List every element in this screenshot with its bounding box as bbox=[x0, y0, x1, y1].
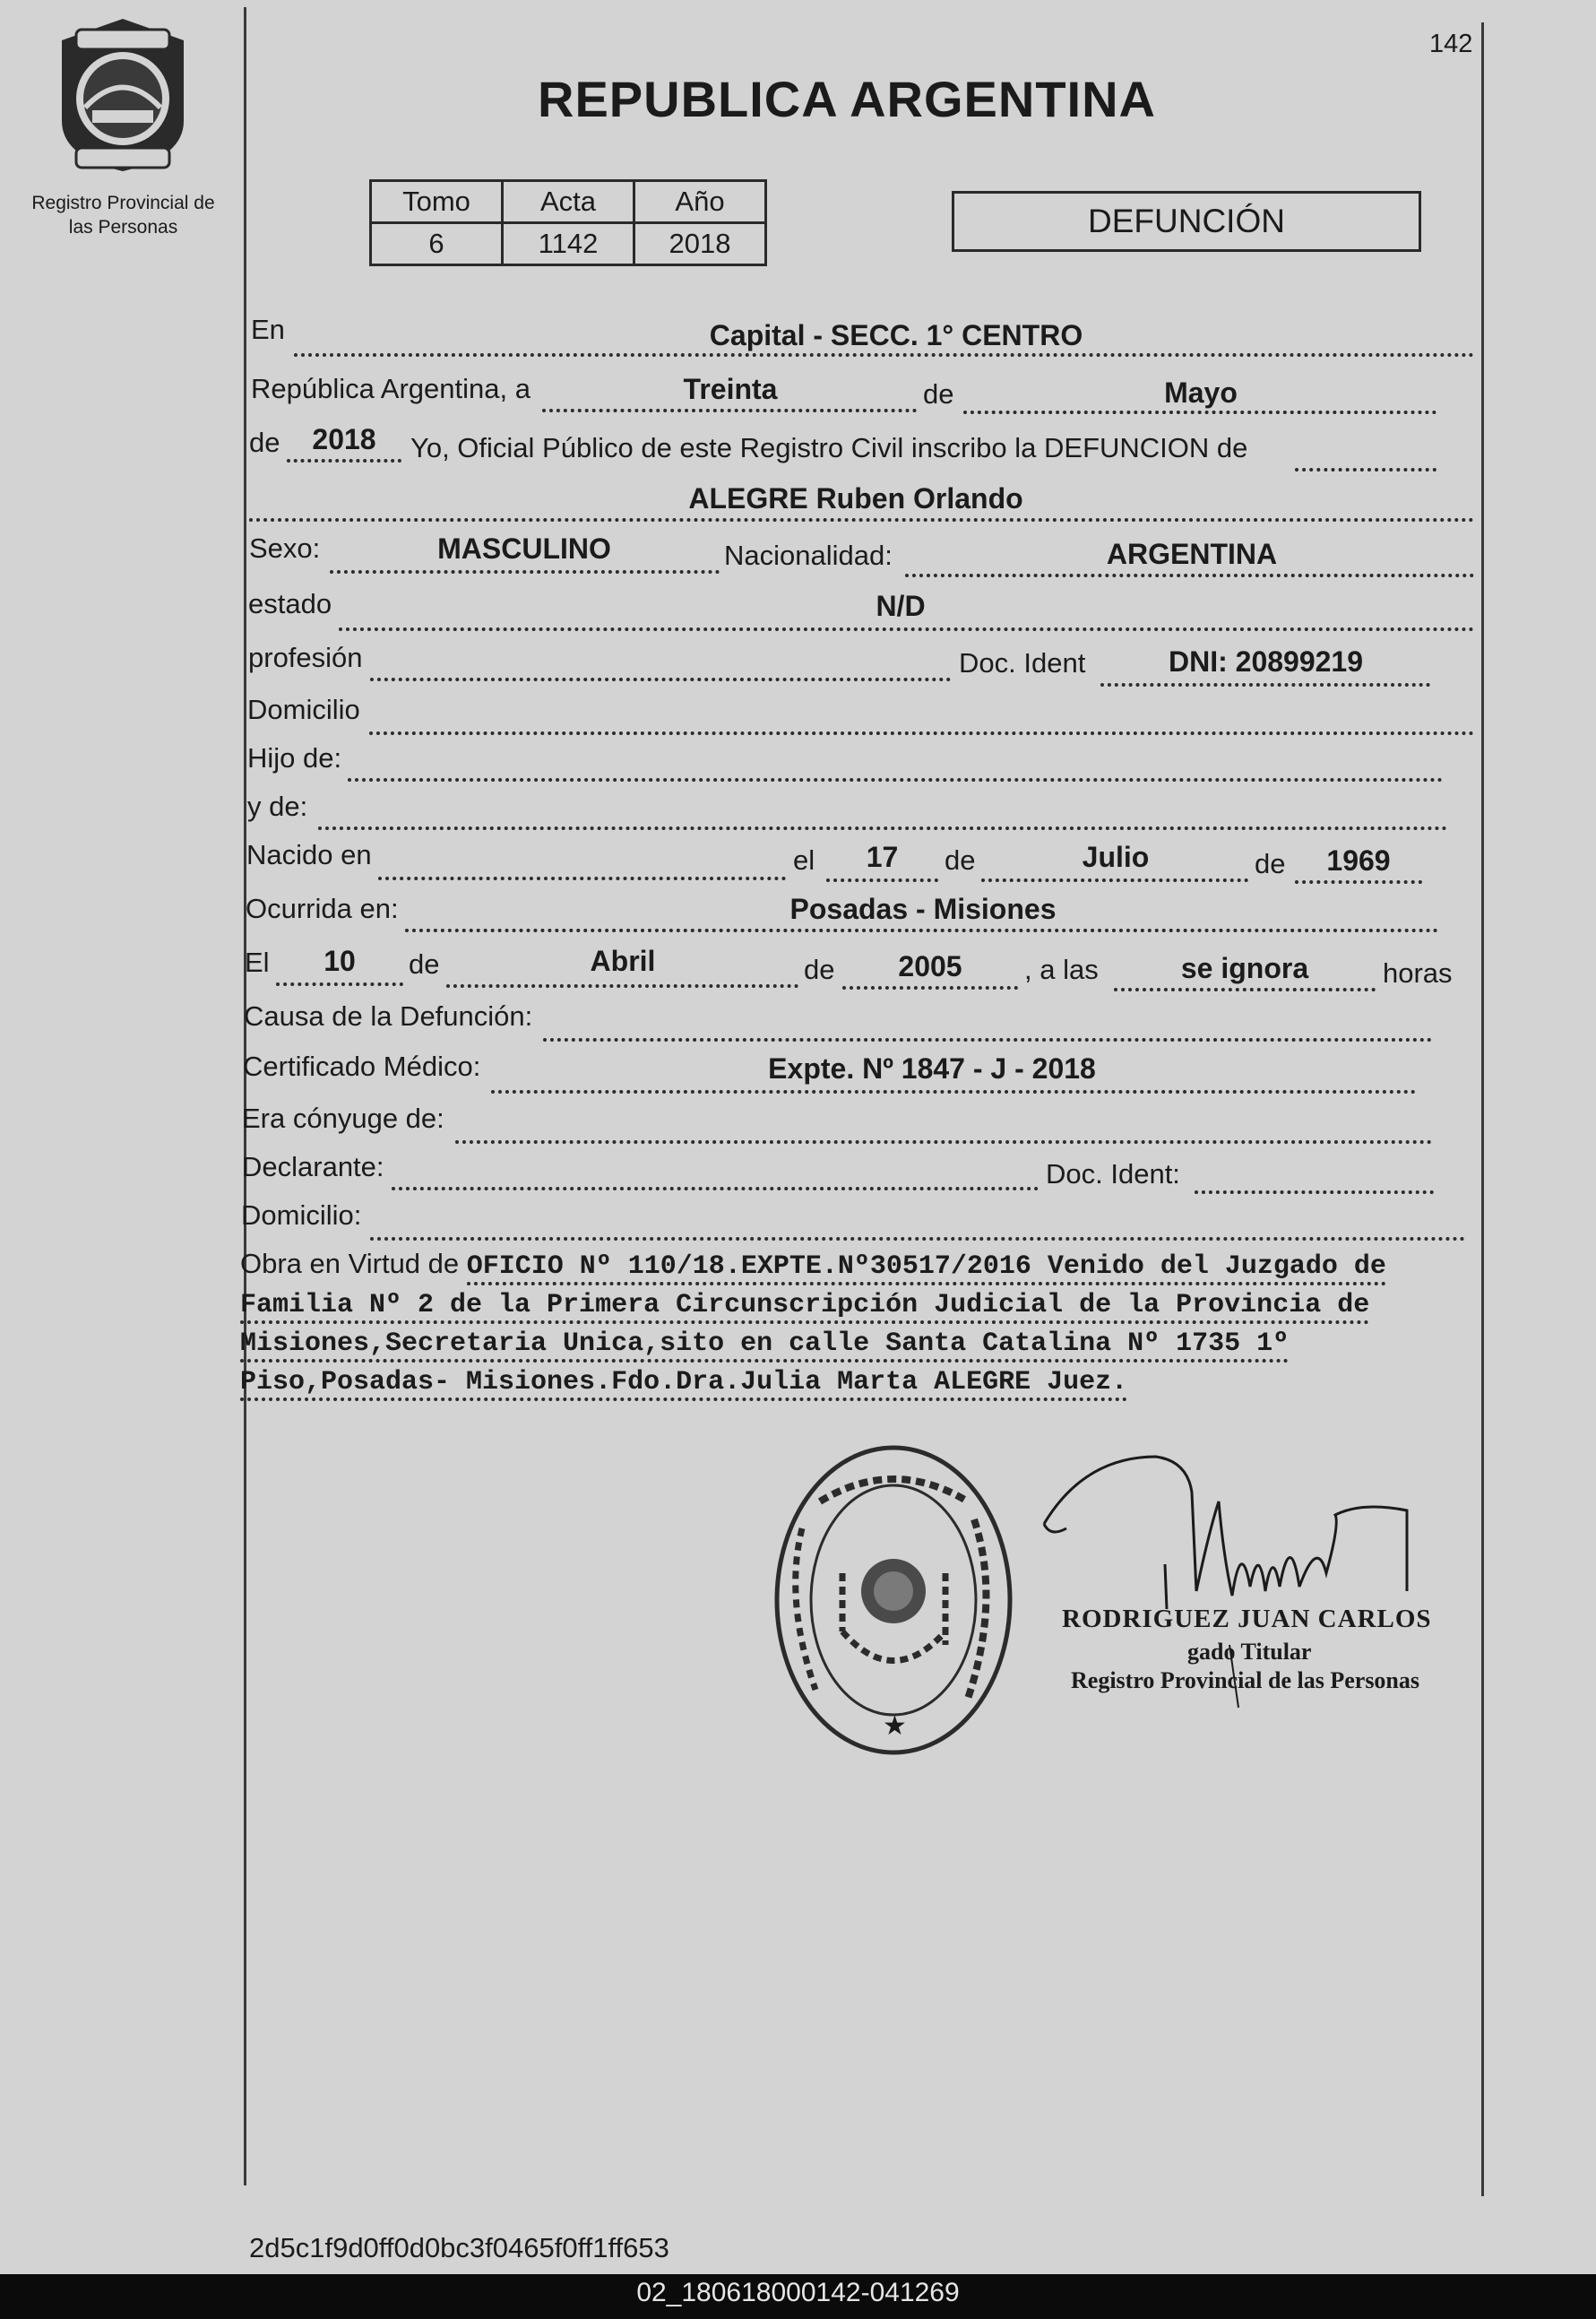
label-doc-ident-2: Doc. Ident: bbox=[1046, 1158, 1180, 1190]
value-nacido-anio: 1969 bbox=[1326, 844, 1391, 877]
line-nacido-en bbox=[378, 877, 786, 880]
line-conyuge bbox=[455, 1140, 1432, 1144]
label-profesion: profesión bbox=[248, 642, 363, 673]
value-anio: 2018 bbox=[312, 423, 376, 455]
line-nacido-dia bbox=[826, 878, 938, 882]
line-estado bbox=[339, 627, 1474, 631]
label-el: el bbox=[793, 844, 815, 876]
registry-value-anio: 2018 bbox=[634, 223, 766, 265]
value-def-mes: Abril bbox=[590, 945, 656, 977]
line-hijo-de bbox=[348, 778, 1443, 782]
line-doc-ident bbox=[1100, 683, 1430, 687]
line-hora bbox=[1114, 988, 1376, 991]
value-nacido-dia: 17 bbox=[866, 841, 899, 873]
label-de-1: de bbox=[923, 378, 954, 410]
page-number: 142 bbox=[1429, 30, 1473, 58]
label-nacionalidad: Nacionalidad: bbox=[724, 540, 893, 571]
label-el-cap: El bbox=[245, 947, 270, 978]
label-de-3: de bbox=[945, 844, 976, 876]
registry-value-acta: 1142 bbox=[503, 223, 634, 265]
value-mes: Mayo bbox=[1164, 376, 1238, 409]
value-doc-ident: DNI: 20899219 bbox=[1168, 645, 1364, 678]
document-hash: 2d5c1f9d0ff0d0bc3f0465f0ff1ff653 bbox=[249, 2232, 669, 2263]
line-declarante bbox=[392, 1187, 1039, 1190]
line-nacido-anio bbox=[1295, 880, 1422, 884]
line-mes bbox=[963, 411, 1436, 414]
line-intro-end bbox=[1295, 468, 1436, 472]
official-stamp bbox=[766, 1439, 1022, 1761]
label-sexo: Sexo: bbox=[249, 532, 321, 564]
label-horas: horas bbox=[1383, 957, 1453, 989]
line-doc-ident-2 bbox=[1195, 1190, 1434, 1194]
label-republica: República Argentina, a bbox=[251, 373, 531, 404]
label-ocurrida-en: Ocurrida en: bbox=[246, 893, 399, 924]
svg-text:★: ★ bbox=[883, 1711, 907, 1741]
label-domicilio-2: Domicilio: bbox=[241, 1199, 362, 1231]
line-sexo bbox=[330, 570, 720, 574]
line-y-de bbox=[318, 826, 1447, 830]
label-causa: Causa de la Defunción: bbox=[244, 1000, 533, 1032]
line-causa bbox=[543, 1038, 1432, 1042]
label-de-6: de bbox=[804, 954, 835, 985]
label-en: En bbox=[251, 314, 285, 345]
value-ocurrida-en: Posadas - Misiones bbox=[789, 893, 1057, 925]
label-de-2: de bbox=[249, 427, 280, 458]
record-type-box: DEFUNCIÓN bbox=[952, 191, 1421, 252]
label-certificado: Certificado Médico: bbox=[243, 1051, 481, 1082]
value-def-dia: 10 bbox=[324, 945, 356, 977]
value-nacido-mes: Julio bbox=[1082, 841, 1150, 873]
label-declarante: Declarante: bbox=[242, 1151, 384, 1182]
line-domicilio-2 bbox=[370, 1237, 1465, 1241]
province-seal-logo bbox=[49, 13, 197, 175]
value-def-anio: 2005 bbox=[898, 950, 962, 982]
signature-role: gado Titular bbox=[1187, 1639, 1312, 1665]
line-profesion bbox=[370, 678, 951, 681]
label-nacido-en: Nacido en bbox=[246, 839, 372, 870]
line-domicilio bbox=[369, 731, 1474, 735]
line-dia bbox=[542, 409, 917, 412]
registry-header-anio: Año bbox=[634, 181, 766, 223]
value-estado: N/D bbox=[876, 590, 926, 622]
page-title: REPUBLICA ARGENTINA bbox=[538, 71, 1156, 127]
line-certificado bbox=[491, 1090, 1416, 1094]
label-estado: estado bbox=[248, 588, 332, 619]
registry-header-acta: Acta bbox=[503, 181, 634, 223]
signature-office: Registro Provincial de las Personas bbox=[1071, 1667, 1420, 1693]
value-certificado: Expte. Nº 1847 - J - 2018 bbox=[768, 1052, 1096, 1085]
label-hijo-de: Hijo de: bbox=[247, 742, 342, 774]
signature-name: RODRIGUEZ JUAN CARLOS bbox=[1062, 1605, 1432, 1633]
line-en bbox=[294, 353, 1474, 357]
value-nombre: ALEGRE Ruben Orlando bbox=[688, 482, 1023, 515]
line-ocurrida-en bbox=[405, 929, 1438, 932]
registry-value-tomo: 6 bbox=[371, 223, 503, 265]
logo-caption-line1: Registro Provincial de bbox=[31, 193, 215, 213]
line-anio bbox=[287, 459, 401, 463]
right-margin-line bbox=[1481, 22, 1484, 2196]
file-id: 02_180618000142-041269 bbox=[636, 2278, 960, 2307]
line-def-mes bbox=[446, 984, 798, 988]
label-de-5: de bbox=[409, 948, 440, 980]
value-dia: Treinta bbox=[683, 373, 778, 405]
value-lugar: Capital - SECC. 1° CENTRO bbox=[709, 319, 1083, 351]
value-sexo: MASCULINO bbox=[437, 532, 611, 565]
value-hora: se ignora bbox=[1180, 952, 1309, 984]
line-nacionalidad bbox=[905, 574, 1474, 577]
label-domicilio: Domicilio bbox=[247, 694, 360, 725]
label-intro: Yo, Oficial Público de este Registro Civil inscribo la DEFUNCION de bbox=[410, 432, 1248, 463]
value-obra-texto: OFICIO Nº 110/18.EXPTE.Nº30517/2016 Venido del Juzgado de Familia Nº 2 de la Primera Circunscripción Judicial de la Provincia de Misiones,Secretaria Unica,sito en calle Santa Catalina Nº 1735 1º Piso,Posadas- Misiones.Fdo.Dra.Julia Marta ALEGRE Juez. bbox=[240, 1251, 1386, 1401]
logo-caption-line2: las Personas bbox=[68, 217, 178, 238]
label-obra-en-virtud: Obra en Virtud de bbox=[240, 1248, 460, 1279]
label-conyuge: Era cónyuge de: bbox=[242, 1103, 444, 1134]
line-nacido-mes bbox=[981, 878, 1248, 882]
obra-en-virtud bbox=[240, 1246, 1463, 1400]
registry-table bbox=[369, 179, 767, 266]
label-a-las: , a las bbox=[1024, 954, 1099, 985]
registry-header-tomo: Tomo bbox=[371, 181, 503, 223]
line-def-dia bbox=[276, 982, 403, 986]
line-def-anio bbox=[842, 986, 1018, 990]
value-nacionalidad: ARGENTINA bbox=[1106, 538, 1278, 570]
left-margin-line bbox=[244, 7, 246, 2185]
logo-caption bbox=[18, 191, 229, 239]
line-nombre bbox=[249, 518, 1474, 522]
label-de-4: de bbox=[1255, 848, 1286, 879]
label-doc-ident: Doc. Ident bbox=[959, 647, 1086, 679]
label-y-de: y de: bbox=[247, 791, 308, 822]
